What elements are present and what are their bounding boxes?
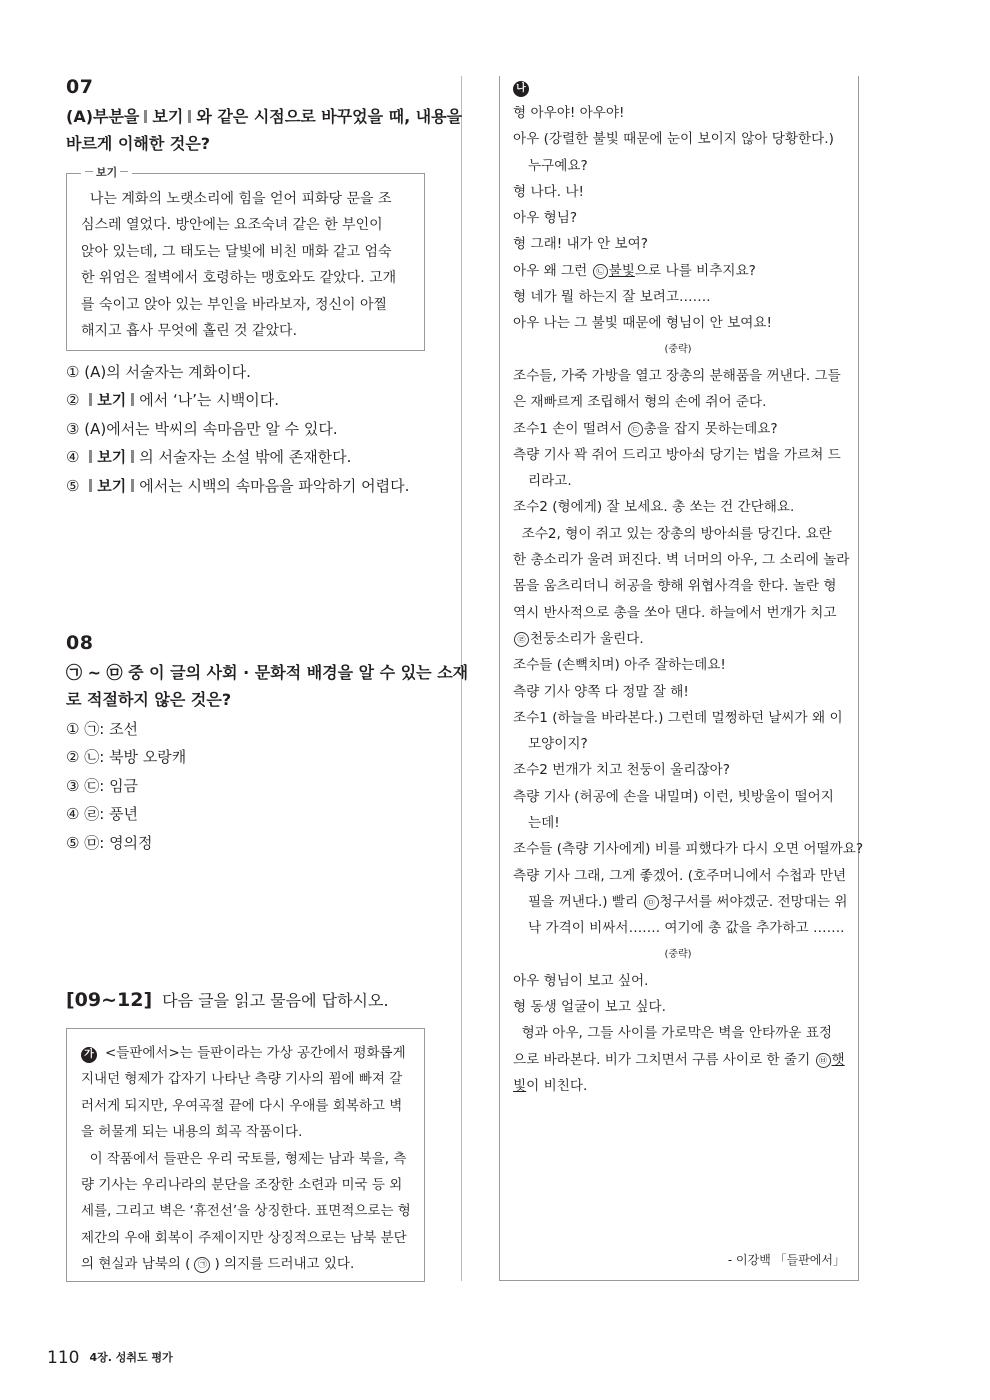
section-heading (66, 988, 389, 1011)
option-symbol: ㉠ (84, 720, 100, 738)
passage-na-badge: 나 (513, 81, 529, 97)
passage-line: 세를, 그리고 벽은 ‘휴전선’을 상징한다. 표면적으로는 형 (81, 1203, 411, 1220)
omission-note: (중략) (664, 343, 692, 355)
script-line: 조수2 (형에게) 잘 보세요. 총 쏘는 건 간단해요. (513, 499, 795, 516)
script-line: 리라고. (528, 473, 572, 490)
q08-option-2[interactable] (66, 743, 186, 771)
question-07-number: 07 (66, 76, 94, 98)
bogi-line: 나는 계화의 노랫소리에 힘을 얻어 피화당 문을 조 (81, 191, 392, 207)
q08-option-3[interactable] (66, 772, 186, 800)
option-symbol: ㉣ (84, 805, 100, 824)
underlined-word: 빛 (513, 1077, 527, 1094)
script-line: 측량 기사 (허공에 손을 내밀며) 이런, 빗방울이 떨어지 (513, 788, 834, 805)
passage-line: 이 작품에서 들판은 우리 국토를, 형제는 남과 북을, 측 (81, 1150, 407, 1167)
option-number: ③ (66, 776, 80, 795)
option-number: ① (66, 363, 80, 381)
q07-option-5[interactable] (66, 472, 409, 500)
script-text: 조수1 손이 떨려서 (513, 420, 627, 437)
q08-line2: 로 적절하지 않은 것은? (66, 690, 232, 709)
blank-marker: ㉠ (194, 1257, 210, 1273)
script-line: 조수들 (손뼉치며) 아주 잘하는데요! (513, 657, 726, 674)
bogi-line: 앉아 있는데, 그 태도는 달빛에 비친 매화 같고 엄숙 (81, 243, 392, 260)
script-line: 조수2 번개가 치고 천둥이 울리잖아? (513, 762, 730, 779)
script-text: 천둥소리가 울린다. (530, 630, 644, 647)
q07-option-2[interactable] (66, 386, 409, 414)
q07-option-1[interactable] (66, 358, 409, 386)
option-symbol: ㉤ (84, 833, 100, 852)
option-text: : 영의정 (99, 833, 153, 852)
page-number: 110 (47, 1348, 80, 1368)
passage-text: 의 현실과 남북의 ( (81, 1256, 191, 1273)
option-number: ② (66, 391, 80, 410)
q07-line2: 바르게 이해한 것은? (66, 134, 211, 153)
q07-options (66, 358, 409, 500)
script-text: 총을 잡지 못하는데요? (643, 420, 778, 437)
option-text: : 조선 (99, 720, 139, 738)
script-line: 아우 (강렬한 불빛 때문에 눈이 보이지 않아 당황한다.) (513, 131, 834, 148)
option-bogi: 보기 (97, 391, 127, 410)
option-text: : 북방 오랑캐 (99, 748, 187, 767)
script-line: 형 네가 뭘 하는지 잘 보려고……. (513, 289, 711, 306)
script-line: 아우 형님이 보고 싶어. (513, 972, 649, 989)
option-number: ④ (66, 805, 80, 824)
script-line: 누구예요? (528, 157, 588, 174)
q08-option-1[interactable] (66, 715, 186, 743)
option-number: ⑤ (66, 833, 80, 852)
q07-line1-b: 와 같은 시점으로 바꾸었을 때, 내용을 (196, 107, 463, 126)
q08-options (66, 715, 186, 857)
script-line: 측량 기사 양쪽 다 정말 잘 해! (513, 683, 689, 700)
script-text: 으로 나를 비추지요? (634, 262, 756, 279)
script-line: 모양이지? (528, 736, 588, 753)
passage-line: 량 기사는 우리나라의 분단을 조장한 소련과 미국 등 외 (81, 1177, 403, 1194)
script-line: 역시 반사적으로 총을 쏘아 댄다. 하늘에서 번개가 치고 (513, 604, 837, 621)
passage-ga-badge: 가 (81, 1047, 97, 1063)
q08-line1: ㉠ ~ ㉤ 중 이 글의 사회 · 문화적 배경을 알 수 있는 소재 (66, 663, 469, 682)
script-text: 아우 왜 그런 (513, 262, 592, 279)
option-bogi: 보기 (97, 448, 127, 467)
section-instruction: 다음 글을 읽고 물음에 답하시오. (162, 991, 389, 1010)
option-number: ④ (66, 448, 80, 467)
script-line: 아우 나는 그 불빛 때문에 형님이 안 보여요! (513, 315, 772, 332)
bogi-line: 한 위엄은 절벽에서 호령하는 맹호와도 같았다. 고개 (81, 270, 397, 287)
option-number: ① (66, 720, 80, 738)
option-text: (A)에서는 박씨의 속마음만 알 수 있다. (84, 419, 338, 438)
underlined-word: 햇 (831, 1051, 845, 1068)
script-text: 필을 꺼낸다.) 빨리 (528, 893, 643, 910)
script-line: 아우 형님? (513, 210, 578, 227)
passage-line: 을 허물게 되는 내용의 희곡 작품이다. (81, 1124, 303, 1141)
circled-marker: ㉥ (816, 1053, 831, 1068)
q07-option-3[interactable] (66, 415, 409, 443)
script-line: 조수들 (측량 기사에게) 비를 피했다가 다시 오면 어떨까요? (513, 841, 864, 858)
script-line: 한 총소리가 울려 퍼진다. 벽 너머의 아우, 그 소리에 놀라 (513, 552, 850, 569)
script-line (513, 1073, 863, 1099)
bogi-line: 심스레 열었다. 방안에는 요조숙녀 같은 한 부인이 (81, 217, 383, 234)
passage-line: 러서게 되지만, 우여곡절 끝에 다시 우애를 회복하고 벽 (81, 1097, 403, 1114)
script-line: 몸을 움츠리더니 허공을 향해 위협사격을 한다. 놀란 형 (513, 578, 837, 595)
script-line (513, 626, 863, 652)
option-symbol: ㉡ (84, 748, 100, 767)
script-line (513, 258, 863, 284)
option-text: : 풍년 (99, 805, 139, 824)
bogi-text (81, 186, 396, 344)
option-symbol: ㉢ (84, 776, 100, 795)
author-credit: - 이강백 「들판에서」 (727, 1253, 845, 1267)
script-line (513, 889, 863, 915)
passage-line: 제간의 우애 회복이 주제이지만 상징적으로는 남북 분단 (81, 1229, 407, 1246)
circled-marker: ㉤ (644, 895, 659, 910)
script-text: 이 비친다. (526, 1077, 588, 1094)
section-range: [09~12] (66, 989, 153, 1011)
passage-line (81, 1251, 411, 1277)
option-number: ③ (66, 419, 80, 438)
option-number: ⑤ (66, 476, 80, 495)
script-line: 은 재빠르게 조립해서 형의 손에 쥐어 준다. (513, 394, 767, 411)
passage-na-box (499, 76, 864, 1281)
page-footer (47, 1348, 173, 1368)
passage-line: 지내던 형제가 갑자기 나타난 측량 기사의 꾐에 빠져 갈 (81, 1071, 403, 1088)
q08-option-4[interactable] (66, 800, 186, 828)
q07-line1-a: (A)부분을 (66, 107, 140, 126)
bogi-line: 해지고 흡사 무엇에 홀린 것 같았다. (81, 323, 298, 340)
bogi-line: 를 숙이고 앉아 있는 부인을 바라보자, 정신이 아찔 (81, 296, 388, 313)
passage-na-text (513, 100, 863, 1099)
script-line: 형 동생 얼굴이 보고 싶다. (513, 999, 666, 1016)
script-text: 청구서를 써야겠군. 전망대는 위 (659, 893, 848, 910)
script-line: 형 나다. 나! (513, 183, 584, 200)
omission-note: (중략) (664, 948, 692, 960)
script-line (513, 416, 863, 442)
passage-ga-box (66, 1028, 425, 1282)
q07-bogi-ref: 보기 (152, 107, 184, 126)
option-text: 의 서술자는 소설 밖에 존재한다. (139, 448, 352, 467)
passage-ga-text (81, 1040, 411, 1278)
script-line: 형 그래! 내가 안 보여? (513, 236, 649, 253)
q07-option-4[interactable] (66, 443, 409, 471)
option-bogi: 보기 (97, 476, 127, 495)
q08-option-5[interactable] (66, 829, 186, 857)
script-line: 낙 가격이 비싸서……. 여기에 총 값을 추가하고 ……. (528, 920, 845, 937)
question-08-text (66, 659, 468, 713)
circled-marker: ㉣ (514, 632, 529, 647)
question-07-text (66, 103, 462, 157)
option-text: 에서는 시백의 속마음을 파악하기 어렵다. (139, 476, 410, 495)
script-line (513, 1047, 863, 1073)
script-text: 으로 바라본다. 비가 그치면서 구름 사이로 한 줄기 (513, 1051, 815, 1068)
script-line: 측량 기사 꽉 쥐어 드리고 방아쇠 당기는 법을 가르쳐 드 (513, 446, 841, 463)
passage-line: <들판에서>는 들판이라는 가상 공간에서 평화롭게 (105, 1045, 406, 1061)
option-number: ② (66, 748, 80, 767)
option-text: : 임금 (99, 776, 139, 795)
question-08-number: 08 (66, 632, 94, 654)
bogi-box (66, 166, 425, 351)
script-line: 형 아우야! 아우야! (513, 105, 625, 121)
option-text: (A)의 서술자는 계화이다. (84, 363, 251, 381)
script-line: 측량 기사 그래, 그게 좋겠어. (호주머니에서 수첩과 만년 (513, 867, 847, 884)
option-text: 에서 ‘나’는 시백이다. (139, 391, 279, 410)
circled-marker: ㉢ (628, 422, 643, 437)
chapter-title: 4장. 성취도 평가 (89, 1351, 173, 1364)
script-line: 는데! (528, 815, 560, 832)
script-line: 조수2, 형이 쥐고 있는 장총의 방아쇠를 당긴다. 요란 (513, 525, 832, 542)
script-line: 조수1 (하늘을 바라본다.) 그런데 멀쩡하던 날씨가 왜 이 (513, 709, 843, 726)
script-line: 조수들, 가죽 가방을 열고 장총의 분해품을 꺼낸다. 그들 (513, 367, 841, 384)
bogi-label: 보기 (81, 165, 132, 181)
underlined-word: 불빛 (608, 262, 635, 279)
passage-text: ) 의지를 드러내고 있다. (214, 1256, 355, 1273)
circled-marker: ㉡ (593, 264, 608, 279)
script-line: 형과 아우, 그들 사이를 가로막은 벽을 안타까운 표정 (513, 1025, 832, 1042)
